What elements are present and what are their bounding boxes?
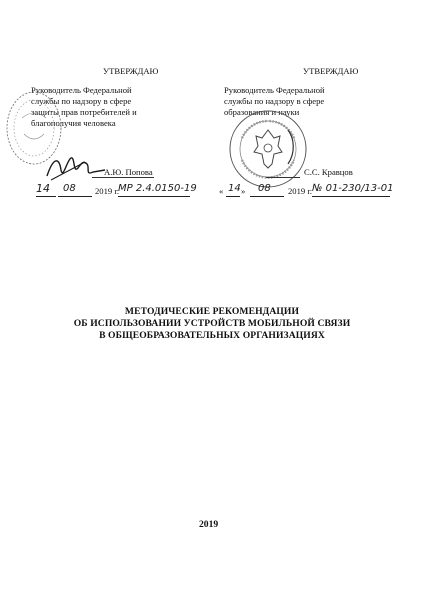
left-number-underline: [118, 196, 190, 197]
right-role-line: образования и науки: [224, 107, 300, 117]
right-role-line: Руководитель Федеральной: [224, 85, 325, 95]
right-date-day: 14: [228, 183, 241, 194]
right-role-line: службы по надзору в сфере: [224, 96, 325, 106]
right-number-underline: [312, 196, 390, 197]
left-role-line: защиты прав потребителей и: [31, 107, 137, 117]
left-signature-line: [92, 177, 154, 178]
document-title: [0, 306, 424, 342]
right-date-quote-open: «: [219, 186, 224, 196]
left-doc-number: МР 2.4.0150-19: [118, 183, 197, 194]
title-line: В ОБЩЕОБРАЗОВАТЕЛЬНЫХ ОРГАНИЗАЦИЯХ: [99, 330, 325, 341]
right-approval-heading: УТВЕРЖДАЮ: [303, 66, 359, 76]
left-role-line: службы по надзору в сфере: [31, 96, 132, 106]
title-line: ОБ ИСПОЛЬЗОВАНИИ УСТРОЙСТВ МОБИЛЬНОЙ СВЯЗИ: [73, 318, 351, 329]
left-role-line: благополучия человека: [31, 118, 116, 128]
right-date-year: 2019 г.: [288, 186, 313, 196]
left-month-underline: [58, 196, 92, 197]
left-date-month: 08: [63, 183, 76, 194]
left-date-year: 2019 г.: [95, 186, 120, 196]
footer-year: 2019: [199, 519, 219, 530]
left-approval-heading: УТВЕРЖДАЮ: [103, 66, 159, 76]
right-date-quote-close: »: [241, 186, 246, 196]
right-doc-number: № 01-230/13-01: [312, 183, 394, 194]
left-day-underline: [36, 196, 56, 197]
left-signature: [45, 150, 107, 184]
left-date-day: 14: [36, 182, 50, 195]
title-line: МЕТОДИЧЕСКИЕ РЕКОМЕНДАЦИИ: [124, 306, 300, 317]
right-signatory-name: С.С. Кравцов: [304, 167, 353, 177]
right-month-underline: [250, 196, 284, 197]
right-day-underline: [226, 196, 240, 197]
right-date-month: 08: [258, 183, 271, 194]
right-signature-line: [266, 177, 300, 178]
left-role-line: Руководитель Федеральной: [31, 85, 132, 95]
left-signatory-name: А.Ю. Попова: [104, 167, 153, 177]
